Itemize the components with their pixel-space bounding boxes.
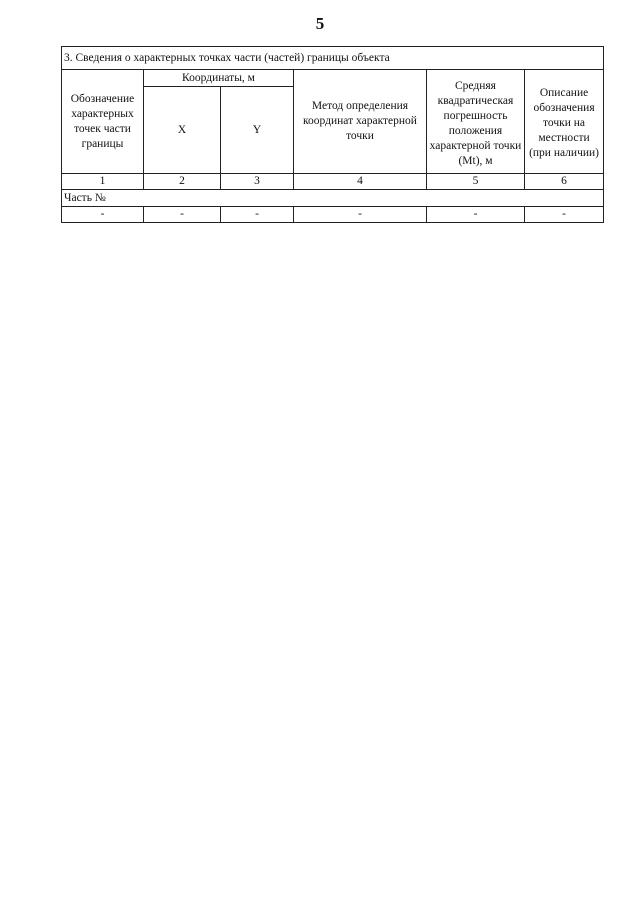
table-cell: -	[221, 207, 294, 223]
header-error-text: Средняя квадратическая погрешность положения характерной точки (Mt), м	[429, 79, 522, 167]
header-x: X	[144, 87, 221, 174]
header-designation: Обозначение характерных точек части границы	[62, 70, 144, 174]
column-number: 5	[427, 174, 525, 190]
table-title-row	[62, 47, 604, 70]
table-cell: -	[62, 207, 144, 223]
column-number: 6	[525, 174, 604, 190]
table-cell: -	[294, 207, 427, 223]
table-row	[62, 207, 604, 223]
header-method: Метод определения координат характерной точки	[294, 70, 427, 174]
characteristic-points-table	[61, 46, 604, 223]
column-number: 4	[294, 174, 427, 190]
page-number: 5	[315, 14, 325, 33]
table-cell: -	[427, 207, 525, 223]
header-y: Y	[221, 87, 294, 174]
table-title: 3. Сведения о характерных точках части (частей) границы объекта	[62, 47, 604, 70]
column-number: 2	[144, 174, 221, 190]
table-cell: -	[525, 207, 604, 223]
column-number: 1	[62, 174, 144, 190]
header-description-text: Описание обозначения точки на местности (при наличии)	[529, 87, 600, 159]
column-number: 3	[221, 174, 294, 190]
header-description	[525, 70, 604, 174]
part-row	[62, 190, 604, 207]
header-error	[427, 70, 525, 174]
part-label: Часть №	[62, 190, 604, 207]
column-numbers-row	[62, 174, 604, 190]
header-coordinates: Координаты, м	[144, 70, 294, 87]
table-header-row	[62, 70, 604, 87]
table-cell: -	[144, 207, 221, 223]
